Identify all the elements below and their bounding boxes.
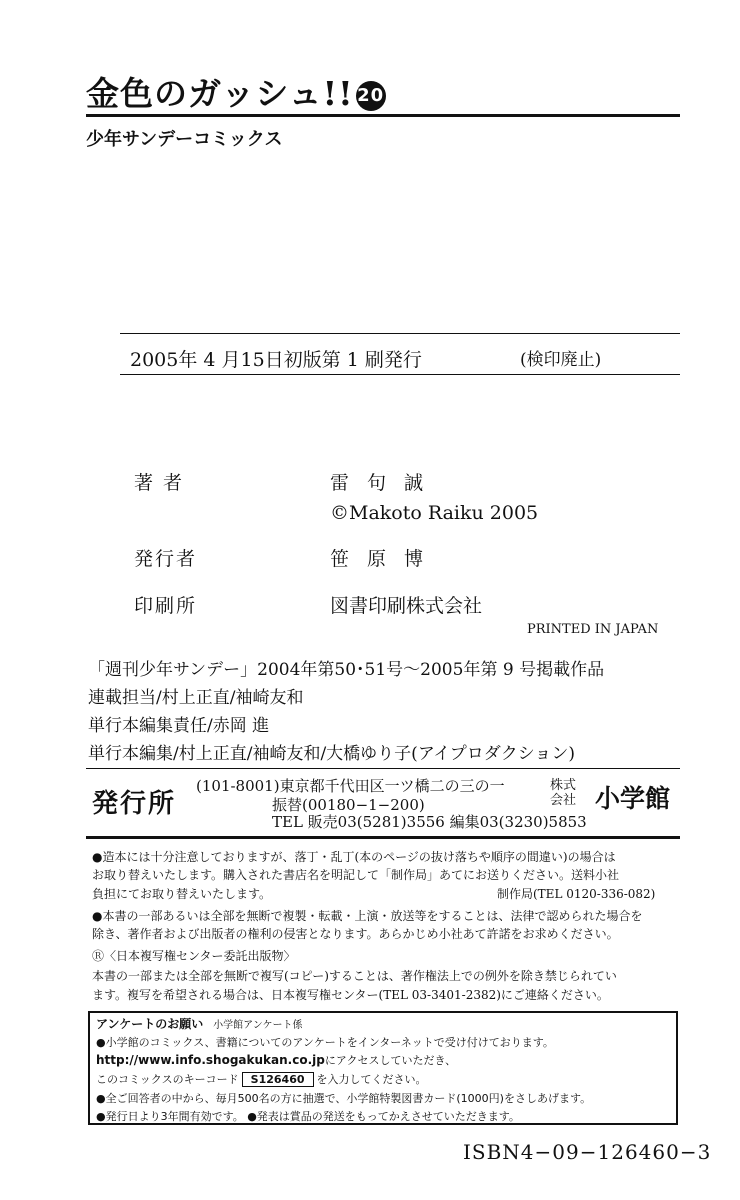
comics-label: 少年サンデーコミックス <box>86 129 283 150</box>
book-title: 金色のガッシュ!! <box>86 74 354 113</box>
survey-url-suffix: にアクセスしていただき、 <box>324 1054 457 1067</box>
author-name: 雷句誠 <box>330 472 442 494</box>
printed-in: PRINTED IN JAPAN <box>527 622 659 637</box>
survey-line-4: ●全ご回答者の中から、毎月500名の方に抽選で、小学館特製図書カード(1000円)をさしあげます。 <box>96 1092 592 1105</box>
publisher-person-label: 発行者 <box>134 548 198 570</box>
notice-line-2: お取り替えいたします。購入された書店名を明記して「制作局」あてにお送りください。送料小社 <box>92 868 620 882</box>
notice-line-6: Ⓡ〈日本複写権センター委託出版物〉 <box>92 949 296 963</box>
publisher-rule-top <box>86 768 680 769</box>
survey-dept: 小学館アンケート係 <box>213 1020 303 1031</box>
survey-heading-line <box>96 1015 303 1032</box>
survey-url[interactable]: http://www.info.shogakukan.co.jp <box>96 1053 325 1067</box>
notice-line-4: ●本書の一部あるいは全部を無断で複製・転載・上演・放送等をすることは、法律で認められた場合を <box>92 909 643 923</box>
survey-line-1: ●小学館のコミックス、書籍についてのアンケートをインターネットで受け付けております。 <box>96 1036 554 1049</box>
publisher-tel: TEL 販売03(5281)3556 編集03(3230)5853 <box>272 813 587 831</box>
notice-line-1: ●造本には十分注意しておりますが、落丁・乱丁(本のページの抜け落ちや順序の間違い)の場合は <box>92 850 616 864</box>
serialization-source: 「週刊少年サンデー」2004年第50･51号〜2005年第 9 号掲載作品 <box>88 660 605 680</box>
survey-heading: アンケートのお願い <box>96 1017 204 1031</box>
survey-line-5: ●発行日より3年間有効です。 ●発表は賞品の発送をもってかえさせていただきます。 <box>96 1110 520 1123</box>
printer-name: 図書印刷株式会社 <box>330 595 483 617</box>
author-label: 著 者 <box>134 472 185 494</box>
date-rule-top <box>120 333 680 334</box>
serialization-editor: 連載担当/村上正直/袖崎友和 <box>88 688 304 708</box>
notice-line-3: 負担にてお取り替えいたします。 <box>92 887 272 901</box>
notice-line-7: 本書の一部または全部を無断で複写(コピー)することは、著作権法上での例外を除き禁じられてい <box>92 969 617 983</box>
company-type: 株式会社 <box>549 778 576 808</box>
volume-badge: 20 <box>356 81 386 111</box>
stamp-note: (検印廃止) <box>520 350 602 370</box>
publication-date: 2005年 4 月15日初版第 1 刷発行 <box>130 349 422 371</box>
survey-keycode-line <box>96 1071 427 1087</box>
company-name: 小学館 <box>595 784 671 813</box>
title-rule <box>86 114 680 117</box>
publisher-address: (101-8001)東京都千代田区一ツ橋二の三の一 <box>196 777 505 795</box>
date-rule-bottom <box>120 374 680 375</box>
isbn: ISBN4−09−126460−3 <box>463 1140 712 1164</box>
printer-label: 印刷所 <box>134 595 198 617</box>
survey-url-line <box>96 1052 456 1068</box>
publisher-heading: 発行所 <box>92 789 177 819</box>
volume-editing-staff: 単行本編集/村上正直/袖崎友和/大橋ゆり子(アイプロダクション) <box>88 744 576 764</box>
keycode-suffix: を入力してください。 <box>316 1073 427 1086</box>
publisher-person-name: 笹原博 <box>330 548 442 570</box>
notice-contact: 制作局(TEL 0120-336-082) <box>497 887 656 901</box>
keycode-prefix: このコミックスのキーコード <box>96 1073 239 1086</box>
book-title-line <box>86 68 386 115</box>
notice-rule-top <box>86 836 680 839</box>
volume-editor-responsible: 単行本編集責任/赤岡 進 <box>88 716 270 736</box>
copyright-line: ©Makoto Raiku 2005 <box>330 502 539 524</box>
publisher-transfer: 振替(00180−1−200) <box>272 796 425 814</box>
notice-line-8: ます。複写を希望される場合は、日本複写権センター(TEL 03-3401-2382)にご連絡ください。 <box>92 988 609 1002</box>
notice-line-5: 除き、著作者および出版者の権利の侵害となります。あらかじめ小社あて許諾をお求めください。 <box>92 927 619 941</box>
keycode-value: S126460 <box>242 1072 314 1087</box>
